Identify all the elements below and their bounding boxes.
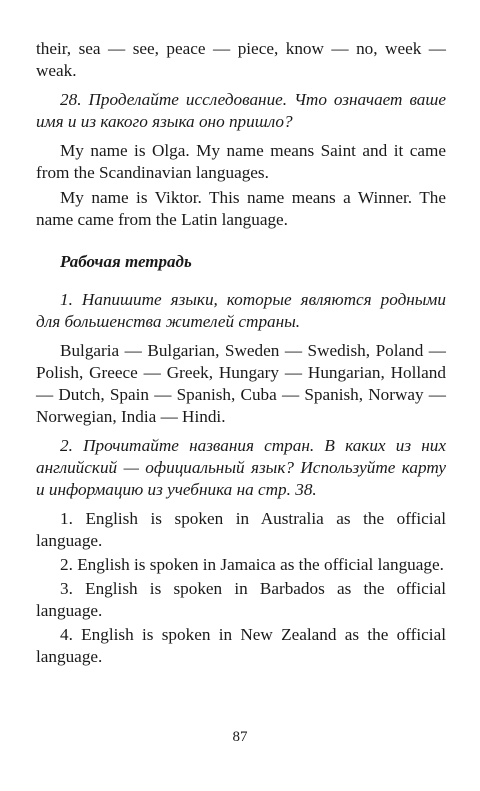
list-item: 4. English is spoken in New Zealand as the official language. [36,625,446,666]
section-title: Рабочая тетрадь [60,252,192,271]
page-body [36,38,446,668]
list-item: 1. English is spoken in Australia as the official language. [36,509,446,550]
task-28-answer-1: My name is Olga. My name means Saint and it came from the Scandinavian languages. [36,141,446,182]
list-item: 2. English is spoken in Jamaica as the official language. [60,555,444,574]
list-item: 3. English is spoken in Barbados as the official language. [36,579,446,620]
task-1-prompt: 1. Напишите языки, которые являются родными для большенства жителей страны. [36,290,446,331]
task-28-answer-2: My name is Viktor. This name means a Winner. The name came from the Latin language. [36,188,446,229]
task-28-prompt: 28. Проделайте исследование. Что означает ваше имя и из какого языка оно пришло? [36,90,446,131]
task-2-prompt: 2. Прочитайте названия стран. В каких из них английский — официальный язык? Используйте карту и информацию из учебника на стр. 38. [36,436,446,499]
page-number: 87 [232,729,248,745]
task-1-answer: Bulgaria — Bulgarian, Sweden — Swedish, Poland — Polish, Greece — Greek, Hungary — Hungarian, Holland — Dutch, Spain — Spanish, Cuba — Spanish, Norway — Norwegian, India — Hindi. [36,341,446,426]
intro-text: their, sea — see, peace — piece, know — no, week — weak. [36,39,446,80]
